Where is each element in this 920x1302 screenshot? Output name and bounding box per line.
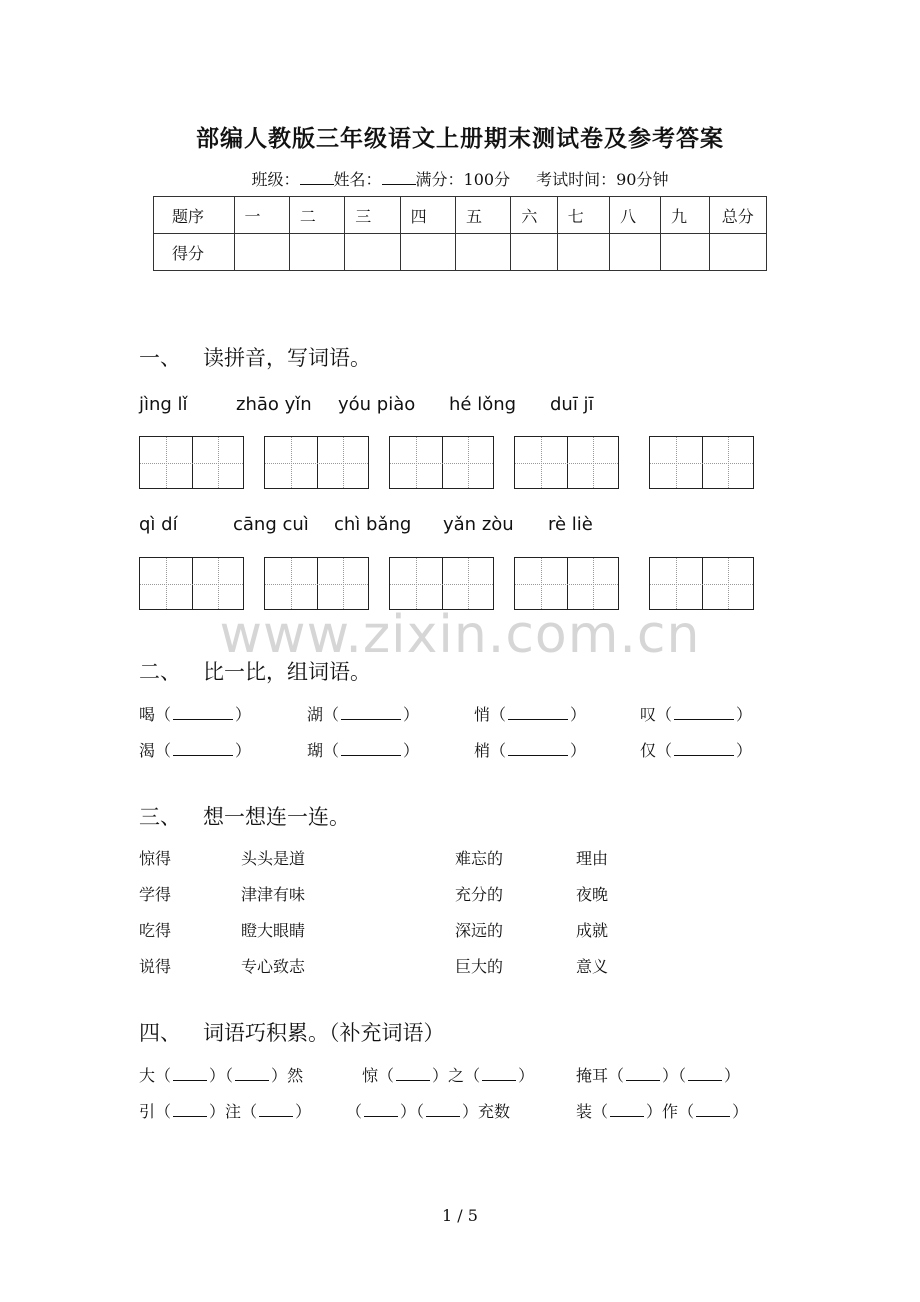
score-header-cell: 题序: [154, 197, 235, 234]
answer-blank[interactable]: [364, 1104, 398, 1117]
answer-blank[interactable]: [341, 707, 401, 720]
writing-grid[interactable]: [649, 557, 754, 610]
answer-blank[interactable]: [235, 1068, 269, 1081]
page-number: 1 / 5: [442, 1206, 478, 1225]
section-title: 想一想连一连。: [203, 805, 350, 829]
pinyin: chì bǎng: [334, 514, 412, 535]
watermark: www.zixin.com.cn: [219, 605, 701, 665]
answer-blank[interactable]: [696, 1104, 730, 1117]
connect-word[interactable]: 夜晚: [576, 885, 609, 904]
idiom-item: 大（ ）（ ）然: [139, 1066, 304, 1085]
idiom-item: （ ）（ ）充数: [346, 1102, 511, 1121]
answer-blank[interactable]: [508, 707, 568, 720]
answer-blank[interactable]: [626, 1068, 660, 1081]
score-header-cell: 九: [660, 197, 709, 234]
compare-item: 仅（ ）: [640, 741, 753, 760]
score-cell[interactable]: [709, 234, 766, 271]
connect-word[interactable]: 理由: [576, 849, 609, 868]
idiom-item: 引（ ）注（ ）: [139, 1102, 312, 1121]
connect-word[interactable]: 充分的: [455, 885, 504, 904]
connect-word[interactable]: 惊得: [139, 849, 172, 868]
writing-grid[interactable]: [389, 436, 494, 489]
pinyin: zhāo yǐn: [236, 394, 312, 415]
section-number: 一、: [139, 346, 181, 370]
connect-word[interactable]: 吃得: [139, 921, 172, 940]
section-number: 四、: [139, 1021, 181, 1045]
connect-word[interactable]: 难忘的: [455, 849, 504, 868]
connect-word[interactable]: 意义: [576, 957, 609, 976]
score-header-cell: 八: [610, 197, 661, 234]
pinyin: qì dí: [139, 514, 178, 535]
score-cell[interactable]: [289, 234, 344, 271]
connect-word[interactable]: 巨大的: [455, 957, 504, 976]
writing-grid[interactable]: [264, 557, 369, 610]
connect-word[interactable]: 瞪大眼睛: [241, 921, 306, 940]
score-cell[interactable]: [610, 234, 661, 271]
answer-blank[interactable]: [688, 1068, 722, 1081]
writing-grid[interactable]: [139, 557, 244, 610]
idiom-item: 掩耳（ ）（ ）: [576, 1066, 741, 1085]
score-header-cell: 四: [400, 197, 455, 234]
exam-info: [0, 167, 920, 190]
writing-grid[interactable]: [389, 557, 494, 610]
pinyin: yóu piào: [338, 394, 416, 415]
compare-item: 瑚（ ）: [307, 741, 420, 760]
time-label: 考试时间：90分钟: [536, 170, 669, 189]
score-row-label: 得分: [154, 234, 235, 271]
score-cell[interactable]: [660, 234, 709, 271]
section-heading: [139, 1017, 445, 1047]
connect-word[interactable]: 说得: [139, 957, 172, 976]
score-cell[interactable]: [400, 234, 455, 271]
connect-word[interactable]: 津津有味: [241, 885, 306, 904]
class-label: 班级：: [251, 170, 300, 189]
page-title: 部编人教版三年级语文上册期末测试卷及参考答案: [196, 125, 724, 152]
section-number: 二、: [139, 660, 181, 684]
score-cell[interactable]: [455, 234, 510, 271]
answer-blank[interactable]: [341, 743, 401, 756]
score-header-cell: 五: [455, 197, 510, 234]
pinyin: cāng cuì: [233, 514, 309, 535]
section-number: 三、: [139, 805, 181, 829]
compare-item: 悄（ ）: [474, 705, 587, 724]
name-label: 姓名：: [333, 170, 382, 189]
score-cell[interactable]: [234, 234, 289, 271]
answer-blank[interactable]: [259, 1104, 293, 1117]
pinyin: duī jī: [550, 394, 594, 415]
score-header-cell: 总分: [709, 197, 766, 234]
class-blank[interactable]: [300, 170, 334, 185]
answer-blank[interactable]: [426, 1104, 460, 1117]
section-heading: [139, 801, 350, 831]
answer-blank[interactable]: [482, 1068, 516, 1081]
answer-blank[interactable]: [508, 743, 568, 756]
compare-item: 梢（ ）: [474, 741, 587, 760]
connect-word[interactable]: 头头是道: [241, 849, 306, 868]
pinyin: jìng lǐ: [139, 394, 188, 415]
score-cell[interactable]: [557, 234, 609, 271]
pinyin: hé lǒng: [449, 394, 517, 415]
section-title: 比一比，组词语。: [203, 660, 371, 684]
score-header-cell: 七: [557, 197, 609, 234]
section-heading: [139, 656, 371, 686]
answer-blank[interactable]: [173, 1068, 207, 1081]
score-cell[interactable]: [345, 234, 400, 271]
section-title: 读拼音，写词语。: [203, 346, 371, 370]
answer-blank[interactable]: [610, 1104, 644, 1117]
answer-blank[interactable]: [173, 1104, 207, 1117]
connect-word[interactable]: 专心致志: [241, 957, 306, 976]
score-header-cell: 三: [345, 197, 400, 234]
score-label: 满分：100分: [415, 170, 511, 189]
writing-grid[interactable]: [514, 436, 619, 489]
pinyin: yǎn zòu: [443, 514, 514, 535]
compare-item: 湖（ ）: [307, 705, 420, 724]
connect-word[interactable]: 深远的: [455, 921, 504, 940]
name-blank[interactable]: [382, 170, 416, 185]
score-table: [153, 196, 767, 271]
section-title: 词语巧积累。（补充词语）: [203, 1021, 445, 1045]
writing-grid[interactable]: [514, 557, 619, 610]
compare-item: 渴（ ）: [139, 741, 252, 760]
connect-word[interactable]: 学得: [139, 885, 172, 904]
answer-blank[interactable]: [173, 707, 233, 720]
answer-blank[interactable]: [173, 743, 233, 756]
compare-item: 叹（ ）: [640, 705, 753, 724]
score-cell[interactable]: [511, 234, 557, 271]
answer-blank[interactable]: [674, 707, 734, 720]
answer-blank[interactable]: [396, 1068, 430, 1081]
idiom-item: 惊（ ）之（ ）: [362, 1066, 535, 1085]
writing-grid[interactable]: [139, 436, 244, 489]
connect-word[interactable]: 成就: [576, 921, 609, 940]
writing-grid[interactable]: [649, 436, 754, 489]
answer-blank[interactable]: [674, 743, 734, 756]
idiom-item: 装（ ）作（ ）: [576, 1102, 749, 1121]
score-header-cell: 二: [289, 197, 344, 234]
compare-item: 喝（ ）: [139, 705, 252, 724]
score-header-cell: 一: [234, 197, 289, 234]
section-heading: [139, 342, 371, 372]
writing-grid[interactable]: [264, 436, 369, 489]
score-header-cell: 六: [511, 197, 557, 234]
pinyin: rè liè: [548, 514, 593, 535]
